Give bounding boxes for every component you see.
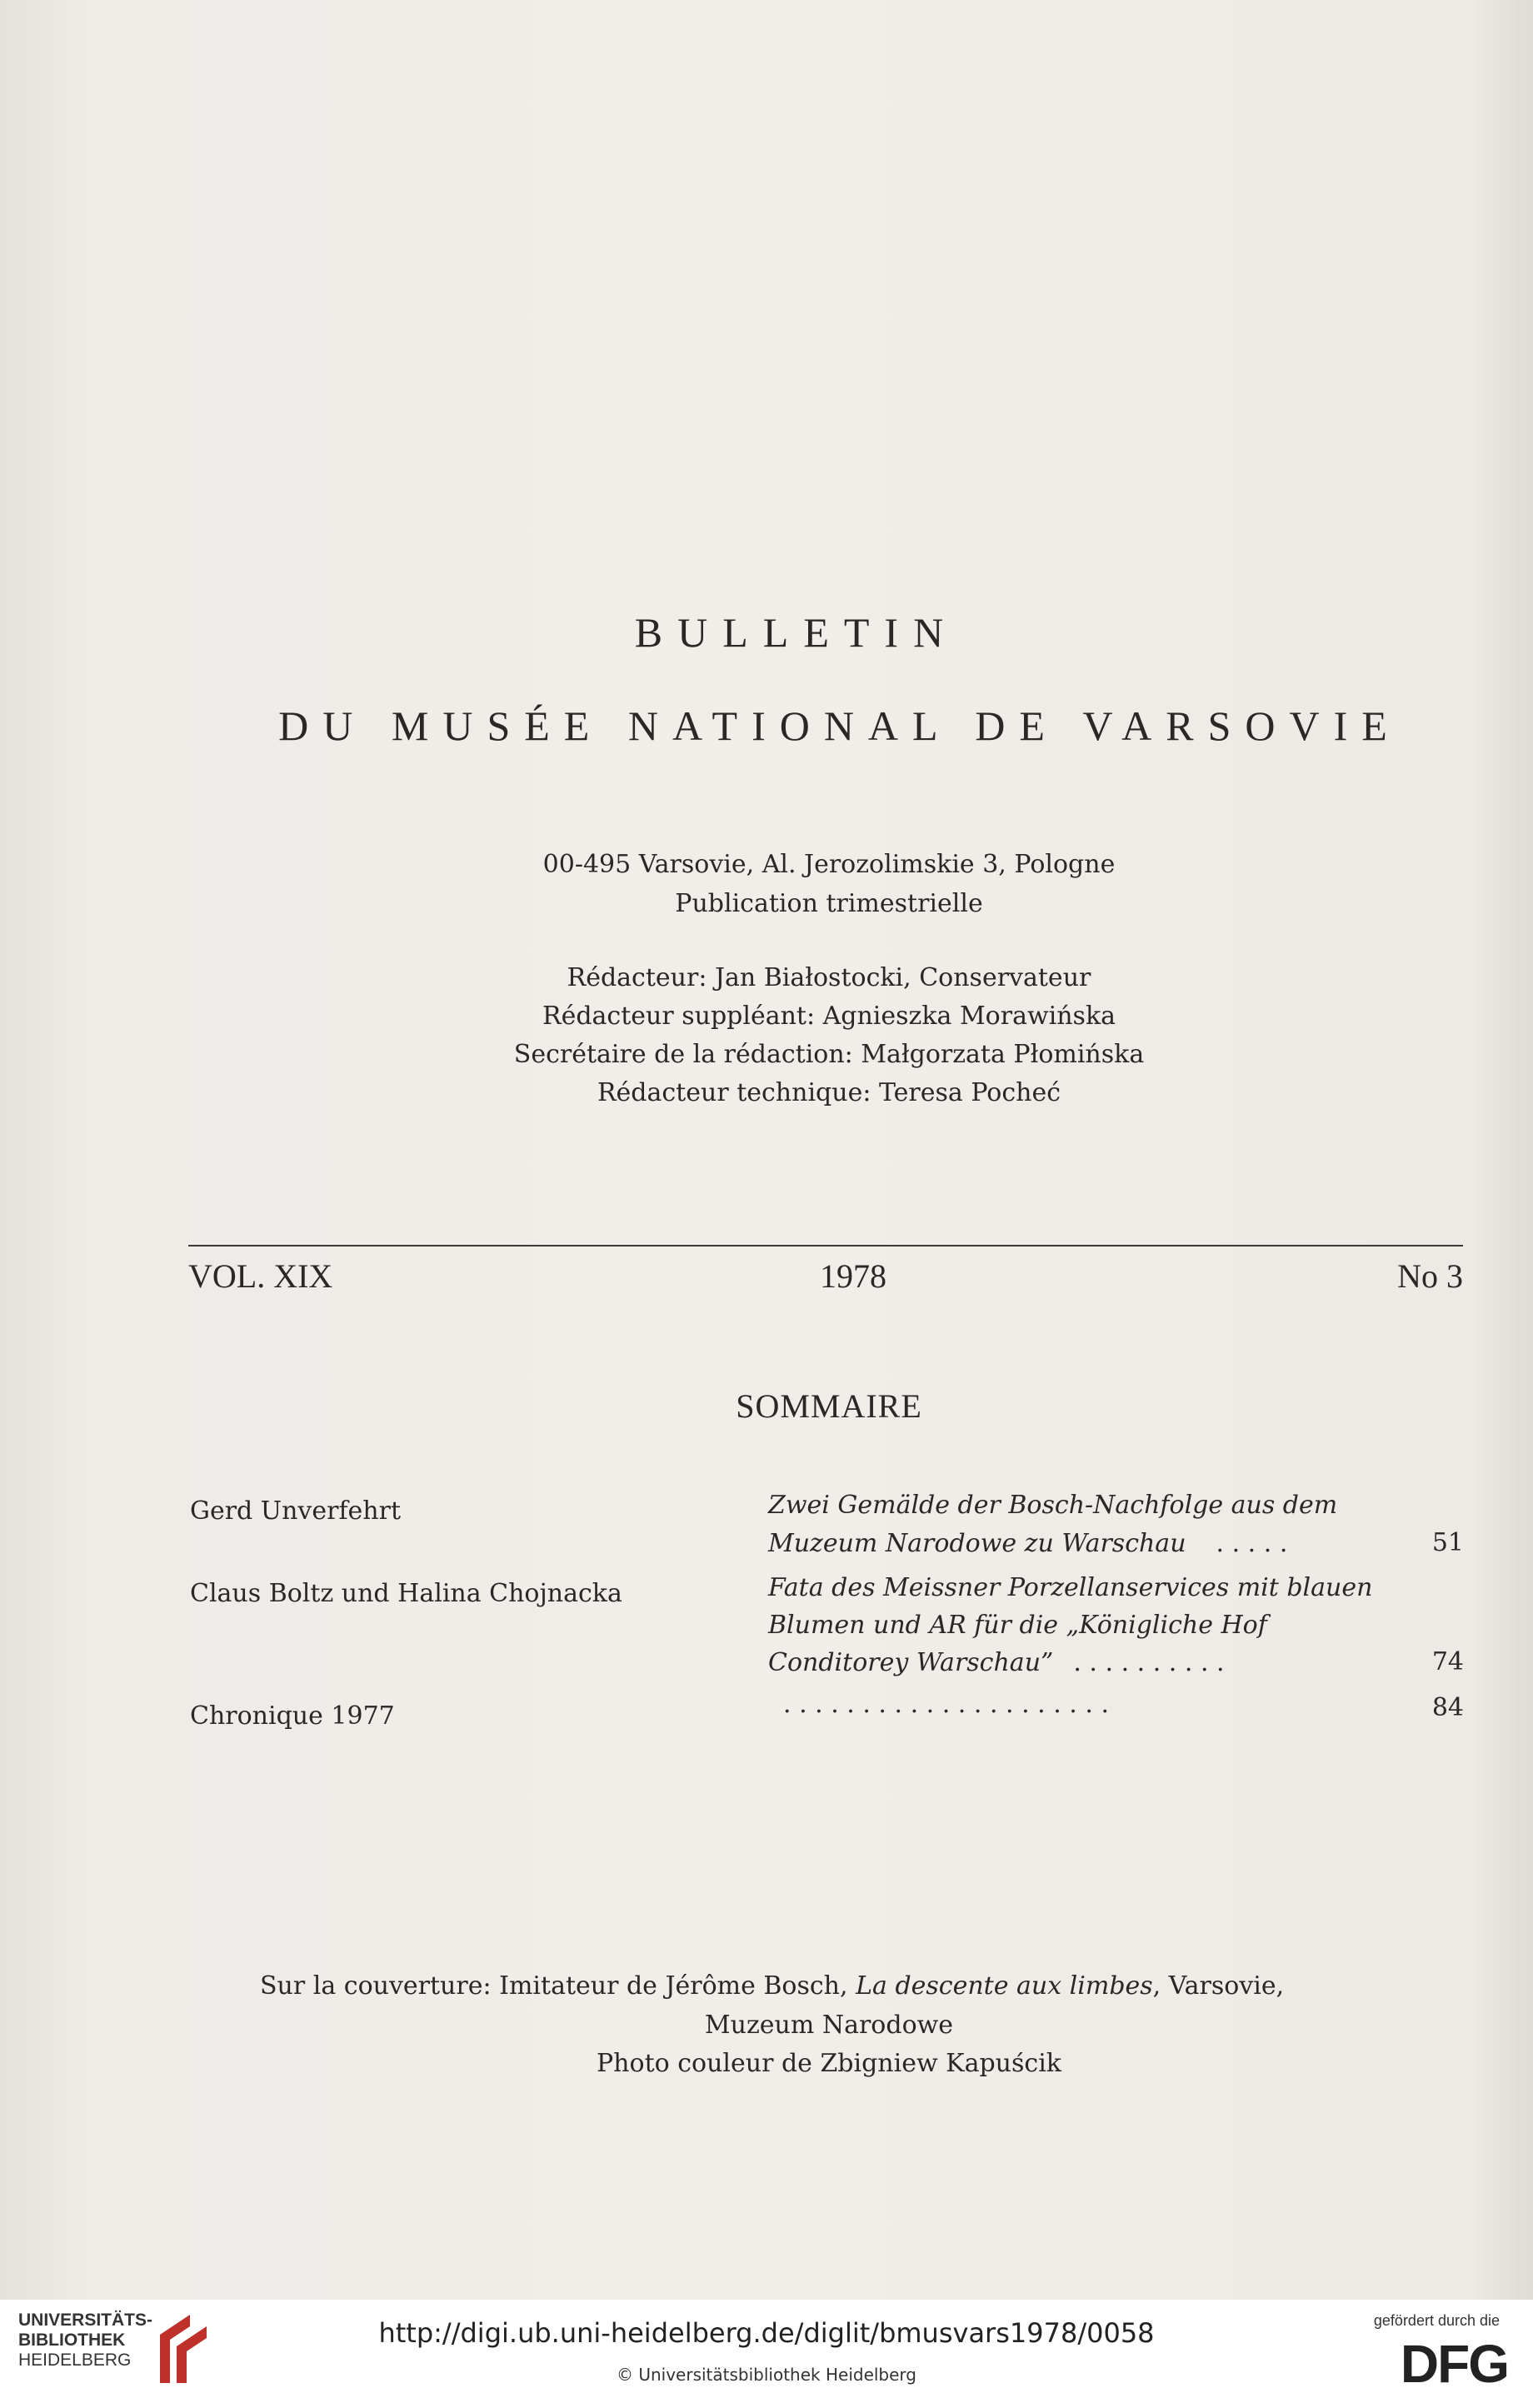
dot-leader: . . . . . <box>1216 1529 1288 1558</box>
divider-rule <box>188 1245 1463 1246</box>
toc-title-line: Fata des Meissner Porzellanservices mit blauen <box>768 1573 1373 1602</box>
year-label: 1978 <box>820 1257 886 1295</box>
cover-note-museum: Muzeum Narodowe <box>704 2011 954 2040</box>
sommaire-heading: SOMMAIRE <box>736 1387 922 1425</box>
deputy-editor-line: Rédacteur suppléant: Agnieszka Morawińska <box>542 1002 1116 1031</box>
editor-line: Rédacteur: Jan Białostocki, Conservateur <box>567 963 1091 992</box>
toc-author: Claus Boltz und Halina Chojnacka <box>190 1579 622 1608</box>
dot-leader: . . . . . . . . . . . . . . . . . . . . . <box>783 1690 1109 1719</box>
toc-page-number: 84 <box>1431 1693 1464 1722</box>
toc-title-line: Muzeum Narodowe zu Warschau . . . . . <box>768 1529 1288 1558</box>
toc-title-line: Blumen und AR für die „Königliche Hof <box>768 1611 1267 1640</box>
dfg-logo: DFG <box>1400 2334 1508 2394</box>
permalink-url[interactable]: http://digi.ub.uni-heidelberg.de/diglit/bmusvars1978/0058 <box>378 2317 1155 2349</box>
cover-artwork-title: La descente aux limbes <box>856 1971 1153 2001</box>
dot-leader: . . . . . . . . . . <box>1073 1648 1225 1677</box>
toc-page-number: 74 <box>1431 1647 1464 1676</box>
secretary-line: Secrétaire de la rédaction: Małgorzata Płomińska <box>513 1040 1145 1069</box>
toc-title-line: Zwei Gemälde der Bosch-Nachfolge aus dem <box>768 1491 1338 1520</box>
copyright-notice: © Universitätsbibliothek Heidelberg <box>616 2365 916 2385</box>
cover-note-label: Sur la couverture: <box>260 1971 492 2001</box>
frequency-line: Publication trimestrielle <box>675 889 983 918</box>
toc-author: Gerd Unverfehrt <box>190 1496 402 1526</box>
bulletin-title: BULLETIN <box>634 609 959 656</box>
toc-page-number: 51 <box>1431 1528 1464 1557</box>
museum-title: DU MUSÉE NATIONAL DE VARSOVIE <box>278 702 1401 749</box>
volume-label: VOL. XIX <box>188 1257 333 1295</box>
toc-title-line: Conditorey Warschau” . . . . . . . . . . <box>768 1648 1225 1677</box>
cover-note-line: Sur la couverture: Imitateur de Jérôme Bosch, La descente aux limbes, Varsovie, <box>260 1971 1285 2001</box>
address-line: 00-495 Varsovie, Al. Jerozolimskie 3, Pologne <box>542 850 1116 879</box>
library-logo-text: UNIVERSITÄTS- BIBLIOTHEK HEIDELBERG <box>18 2311 153 2370</box>
cover-photo-credit: Photo couleur de Zbigniew Kapuścik <box>597 2049 1061 2078</box>
digitization-footer <box>0 2300 1533 2408</box>
technical-editor-line: Rédacteur technique: Teresa Pocheć <box>597 1078 1061 1107</box>
funding-notice: gefördert durch die <box>1373 2312 1500 2329</box>
toc-author: Chronique 1977 <box>190 1701 395 1731</box>
issue-number: No 3 <box>1397 1257 1463 1295</box>
